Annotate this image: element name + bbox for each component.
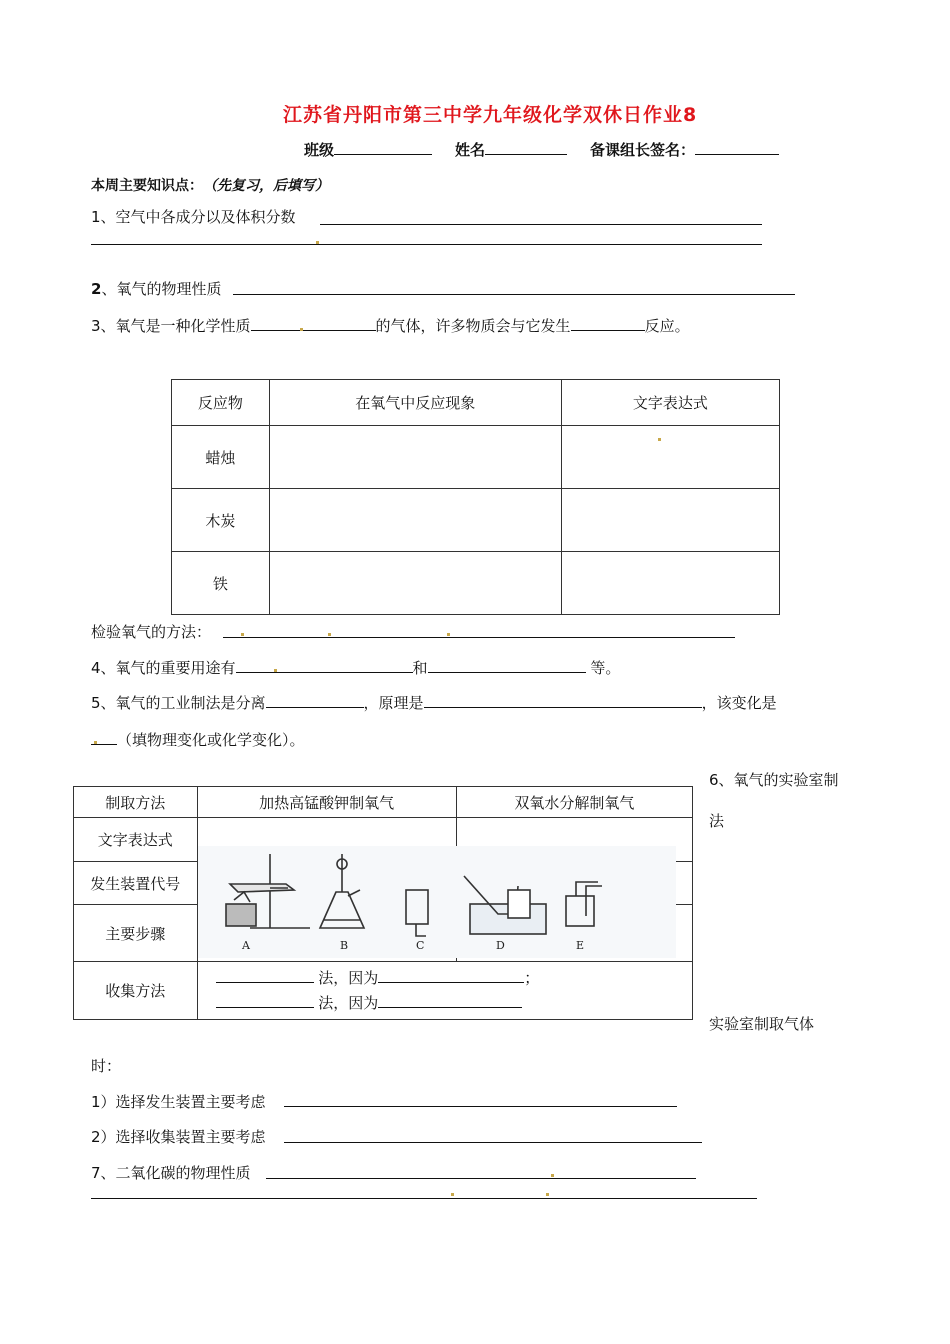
- question-1: [91, 206, 296, 227]
- name-label: 姓名: [455, 141, 486, 159]
- name-blank[interactable]: [485, 139, 567, 155]
- speck: [658, 438, 661, 441]
- question-7-text: 7、二氧化碳的物理性质: [91, 1164, 251, 1182]
- collection-line-1: [216, 966, 693, 991]
- question-5-part1: 5、氧气的工业制法是分离: [91, 694, 266, 712]
- speck: [451, 1193, 454, 1196]
- question-3: [91, 315, 690, 336]
- collection-blank-2[interactable]: [216, 992, 314, 1008]
- collection-text-1: 法，因为: [318, 968, 379, 987]
- apparatus-c-illustration: [406, 890, 428, 936]
- question-4-part2: 和: [412, 659, 428, 677]
- speck: [94, 741, 97, 744]
- question-1-text: 1、空气中各成分以及体积分数: [91, 208, 296, 226]
- lab-table-header-method: 制取方法: [74, 787, 198, 818]
- reaction-table-row-charcoal: 木炭: [172, 489, 270, 552]
- question-7: [91, 1162, 251, 1183]
- apparatus-b-illustration: [320, 854, 364, 928]
- question-5-part3: ，该变化是: [701, 694, 777, 712]
- signature-label: 备课组长签名：: [590, 141, 696, 159]
- question-7-blank-2[interactable]: [91, 1198, 757, 1199]
- question-2-text: 、氧气的物理性质: [101, 280, 222, 298]
- choose-item-1-text: 1）选择发生装置主要考虑: [91, 1093, 266, 1111]
- question-1-blank[interactable]: [320, 224, 762, 225]
- collection-line-2: [216, 991, 693, 1016]
- reaction-table-cell[interactable]: [269, 426, 561, 489]
- lab-table-header-h2o2: 双氧水分解制氧气: [456, 787, 692, 818]
- question-5-blank-2[interactable]: [424, 692, 702, 708]
- question-4-blank-2[interactable]: [428, 657, 586, 673]
- lab-note-line2: 时：: [91, 1057, 122, 1075]
- question-2-number: 2: [91, 280, 102, 298]
- reaction-table: [171, 379, 780, 615]
- question-7-blank[interactable]: [266, 1178, 696, 1179]
- collection-text-2: 法，因为: [318, 993, 379, 1012]
- question-3-part1: 3、氧气是一种化学性质: [91, 317, 251, 335]
- apparatus-e-illustration: [566, 882, 602, 926]
- apparatus-label-d: D: [496, 939, 505, 952]
- reaction-table-cell[interactable]: [269, 489, 561, 552]
- question-5-blank-1[interactable]: [266, 692, 364, 708]
- signature-field: [590, 139, 779, 160]
- speck: [447, 633, 450, 636]
- question-4-blank-1[interactable]: [236, 657, 413, 673]
- lab-table-row-expression: 文字表达式: [74, 818, 198, 862]
- name-field: [455, 139, 567, 160]
- collection-reason-blank-2[interactable]: [378, 992, 522, 1008]
- reaction-table-row-iron: 铁: [172, 552, 270, 615]
- question-6-line2: 法: [709, 812, 725, 830]
- class-label: 班级: [304, 141, 335, 159]
- class-field: [304, 139, 432, 160]
- question-5: [91, 692, 777, 713]
- reaction-table-cell[interactable]: [561, 426, 779, 489]
- question-3-blank-1[interactable]: [251, 315, 376, 331]
- section-heading-text: 本周主要知识点：: [91, 178, 203, 194]
- class-blank[interactable]: [334, 139, 432, 155]
- speck: [316, 241, 319, 244]
- lab-note-line1: 实验室制取气体: [709, 1015, 815, 1033]
- test-method-text: 检验氧气的方法：: [91, 623, 212, 641]
- test-method-blank[interactable]: [223, 637, 735, 638]
- question-2-blank[interactable]: [233, 294, 795, 295]
- question-1-blank-2[interactable]: [91, 244, 762, 245]
- speck: [328, 633, 331, 636]
- reaction-table-cell[interactable]: [269, 552, 561, 615]
- question-2: [91, 278, 221, 299]
- speck: [551, 1174, 554, 1177]
- question-4-part1: 4、氧气的重要用途有: [91, 659, 236, 677]
- choose-item-1-blank[interactable]: [284, 1106, 677, 1107]
- speck: [546, 1193, 549, 1196]
- signature-blank[interactable]: [695, 139, 779, 155]
- question-4: [91, 657, 620, 678]
- section-note: （先复习，后填写）: [203, 178, 329, 194]
- page-title: 江苏省丹阳市第三中学九年级化学双休日作业8: [283, 104, 698, 126]
- apparatus-label-b: B: [340, 939, 349, 952]
- reaction-table-cell[interactable]: [561, 489, 779, 552]
- apparatus-label-a: A: [242, 939, 250, 952]
- collection-blank-1[interactable]: [216, 967, 314, 983]
- lab-table-row-collection: 收集方法: [74, 962, 198, 1020]
- question-3-part2: 的气体，许多物质会与它发生: [375, 317, 571, 335]
- question-4-part3: 等。: [590, 659, 621, 677]
- collection-reason-blank-1[interactable]: [378, 967, 524, 983]
- apparatus-label-c: C: [416, 939, 425, 952]
- choose-item-2-text: 2）选择收集装置主要考虑: [91, 1128, 266, 1146]
- lab-table-header-kmno4: 加热高锰酸钾制氧气: [197, 787, 456, 818]
- choose-item-1: [91, 1091, 266, 1112]
- apparatus-d-illustration: [464, 876, 546, 934]
- question-5-part2: ，原理是: [363, 694, 424, 712]
- lab-table-row-steps: 主要步骤: [74, 905, 198, 962]
- apparatus-label-e: E: [576, 939, 585, 952]
- question-5-part4: （填物理变化或化学变化）。: [117, 731, 305, 749]
- lab-table-row-apparatus-code: 发生装置代号: [74, 862, 198, 905]
- question-5-line2: [91, 729, 305, 750]
- apparatus-drawing: [198, 846, 676, 958]
- lab-table-collection-cell: [197, 962, 693, 1020]
- reaction-table-header-expression: 文字表达式: [561, 380, 779, 426]
- speck: [241, 633, 244, 636]
- reaction-table-cell[interactable]: [561, 552, 779, 615]
- question-3-blank-2[interactable]: [571, 315, 645, 331]
- question-6-line1: 6、氧气的实验室制: [709, 771, 839, 789]
- test-method: [91, 621, 211, 642]
- reaction-table-header-phenomenon: 在氧气中反应现象: [269, 380, 561, 426]
- choose-item-2-blank[interactable]: [284, 1142, 702, 1143]
- question-3-part3: 反应。: [644, 317, 690, 335]
- reaction-table-row-candle: 蜡烛: [172, 426, 270, 489]
- apparatus-figure: [198, 846, 676, 958]
- choose-item-2: [91, 1126, 266, 1147]
- speck: [274, 669, 277, 672]
- reaction-table-header-reactant: 反应物: [172, 380, 270, 426]
- collection-end: ；: [524, 968, 540, 987]
- apparatus-a-illustration: [226, 854, 310, 928]
- section-heading: [91, 175, 329, 195]
- speck: [300, 328, 303, 331]
